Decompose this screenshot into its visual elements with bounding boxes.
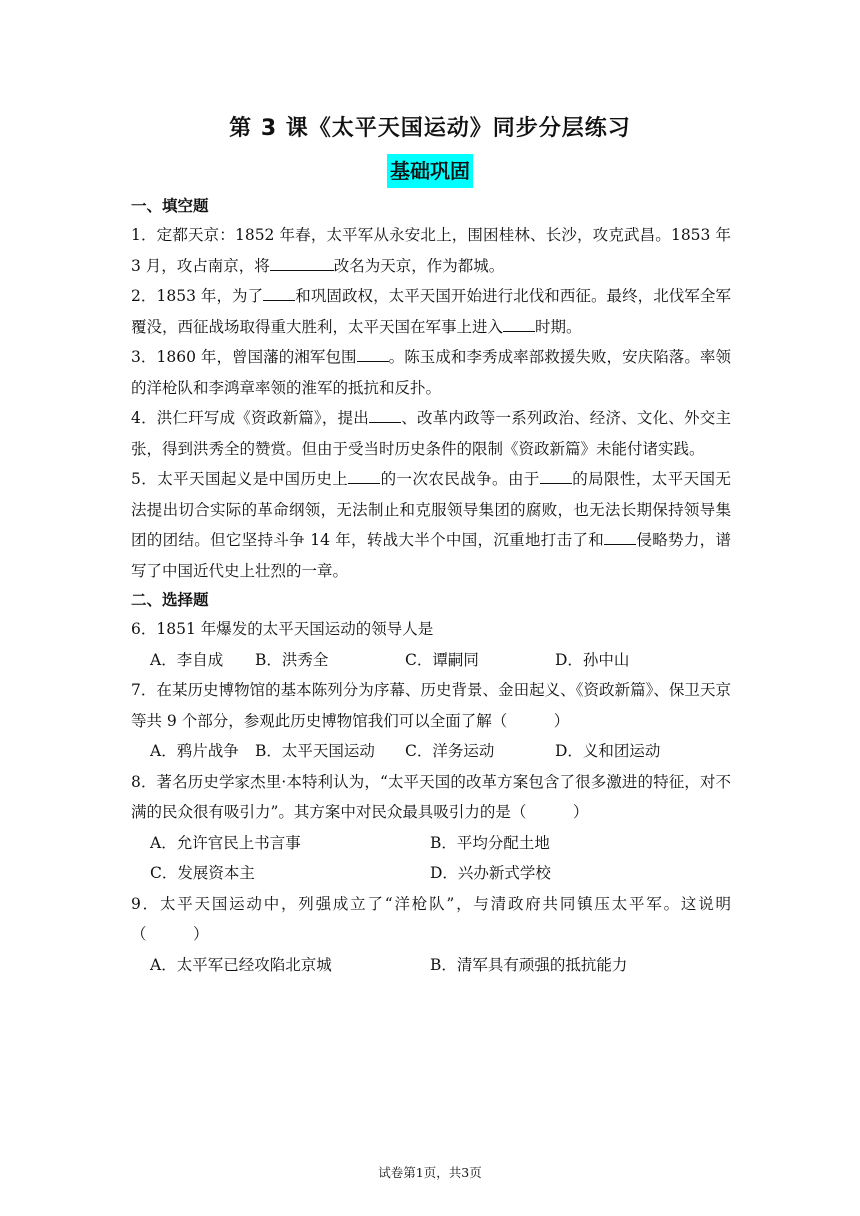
option-d[interactable]: D．兴办新式学校 (430, 864, 551, 882)
question-2 (131, 281, 731, 342)
page-title: 第 3 课《太平天国运动》同步分层练习 (229, 116, 631, 141)
option-b[interactable]: B．洪秀全 (255, 650, 329, 669)
option-a[interactable]: A．鸦片战争 (150, 742, 239, 760)
subtitle-wrap (0, 154, 860, 188)
option-c[interactable]: C．发展资本主 (150, 864, 255, 882)
option-b[interactable]: B．太平天国运动 (255, 742, 375, 760)
question-5 (131, 464, 731, 586)
question-7-options (131, 736, 731, 767)
q5-text-b: 的一次农民战争。由于 (380, 470, 540, 488)
q5-text-a: 5．太平天国起义是中国历史上 (131, 470, 349, 488)
questions (131, 192, 731, 980)
question-6-stem: 6．1851 年爆发的太平天国运动的领导人是 (131, 620, 434, 638)
q3-text-b: 。陈玉成和李秀成率部救援失败，安庆陷落。率领的洋枪队和李鸿章率领的淮军的抵抗和反扑。 (131, 348, 731, 397)
page-footer: 试卷第1页，共3页 (378, 1165, 482, 1180)
question-4 (131, 403, 731, 464)
level-subtitle: 基础巩固 (387, 154, 473, 188)
q2-text-b: 和巩固政权，太平天国开始进行北伐和西征。最终，北伐军全军覆没，西征战场取得重大胜利，太平天国在军事上进入 (131, 287, 731, 336)
answer-blank[interactable] (270, 252, 334, 271)
q4-text-b: 、改革内政等一系列政治、经济、文化、外交主张，得到洪秀全的赞赏。但由于受当时历史条件的限制《资政新篇》未能付诸实践。 (131, 409, 731, 458)
option-a[interactable]: A．太平军已经攻陷北京城 (150, 955, 332, 974)
question-8-stem: 8．著名历史学家杰里·本特利认为，“太平天国的改革方案包含了很多激进的特征，对不满的民众很有吸引力”。其方案中对民众最具吸引力的是（ ） (131, 772, 731, 821)
option-d[interactable]: D．孙中山 (555, 650, 630, 669)
q1-text-a: 1．定都天京：1852 年春，太平军从永安北上，围困桂林、长沙，攻克武昌。1853 年 3 月，攻占南京，将 (131, 226, 731, 275)
q1-text-b: 改名为天京，作为都城。 (333, 256, 505, 275)
option-a[interactable]: A．李自成 (150, 650, 224, 669)
question-9-stem: 9．太平天国运动中，列强成立了“洋枪队”，与清政府共同镇压太平军。这说明（ ） (131, 894, 731, 943)
q4-text-a: 4．洪仁玕写成《资政新篇》，提出 (131, 409, 370, 427)
answer-blank[interactable] (540, 465, 572, 484)
answer-blank[interactable] (357, 343, 389, 362)
question-8-options-row-1 (131, 828, 731, 859)
option-a[interactable]: A．允许官民上书言事 (150, 833, 301, 852)
question-1 (131, 220, 731, 281)
q2-text-c: 时期。 (535, 317, 582, 336)
question-9-options-row-1 (131, 950, 731, 981)
question-8-options-row-2 (131, 858, 731, 889)
option-b[interactable]: B．平均分配土地 (430, 833, 550, 852)
q5-text-d: 侵略势力，谱写了中国近代史上壮烈的一章。 (131, 531, 731, 580)
q2-text-a: 2．1853 年，为了 (131, 287, 264, 305)
section-fill-in: 一、填空题 (131, 197, 209, 215)
q5-text-c: 的局限性，太平天国无法提出切合实际的革命纲领，无法制止和克服领导集团的腐败，也无法长期保持领导集团的团结。但它坚持斗争 14 年，转战大半个中国，沉重地打击了和 (131, 470, 731, 549)
option-c[interactable]: C．谭嗣同 (405, 650, 479, 669)
answer-blank[interactable] (604, 526, 636, 545)
question-7-stem: 7．在某历史博物馆的基本陈列分为序幕、历史背景、金田起义、《资政新篇》、保卫天京等共 9 个部分，参观此历史博物馆我们可以全面了解（ ） (131, 681, 731, 730)
answer-blank[interactable] (369, 404, 401, 423)
option-b[interactable]: B．清军具有顽强的抵抗能力 (430, 955, 628, 974)
section-multiple-choice: 二、选择题 (131, 591, 209, 609)
option-d[interactable]: D．义和团运动 (555, 742, 661, 760)
answer-blank[interactable] (348, 465, 380, 484)
option-c[interactable]: C．洋务运动 (405, 742, 495, 760)
question-6-options (131, 645, 731, 676)
q3-text-a: 3．1860 年，曾国藩的湘军包围 (131, 348, 357, 366)
answer-blank[interactable] (503, 313, 535, 332)
answer-blank[interactable] (263, 282, 295, 301)
question-3 (131, 342, 731, 403)
